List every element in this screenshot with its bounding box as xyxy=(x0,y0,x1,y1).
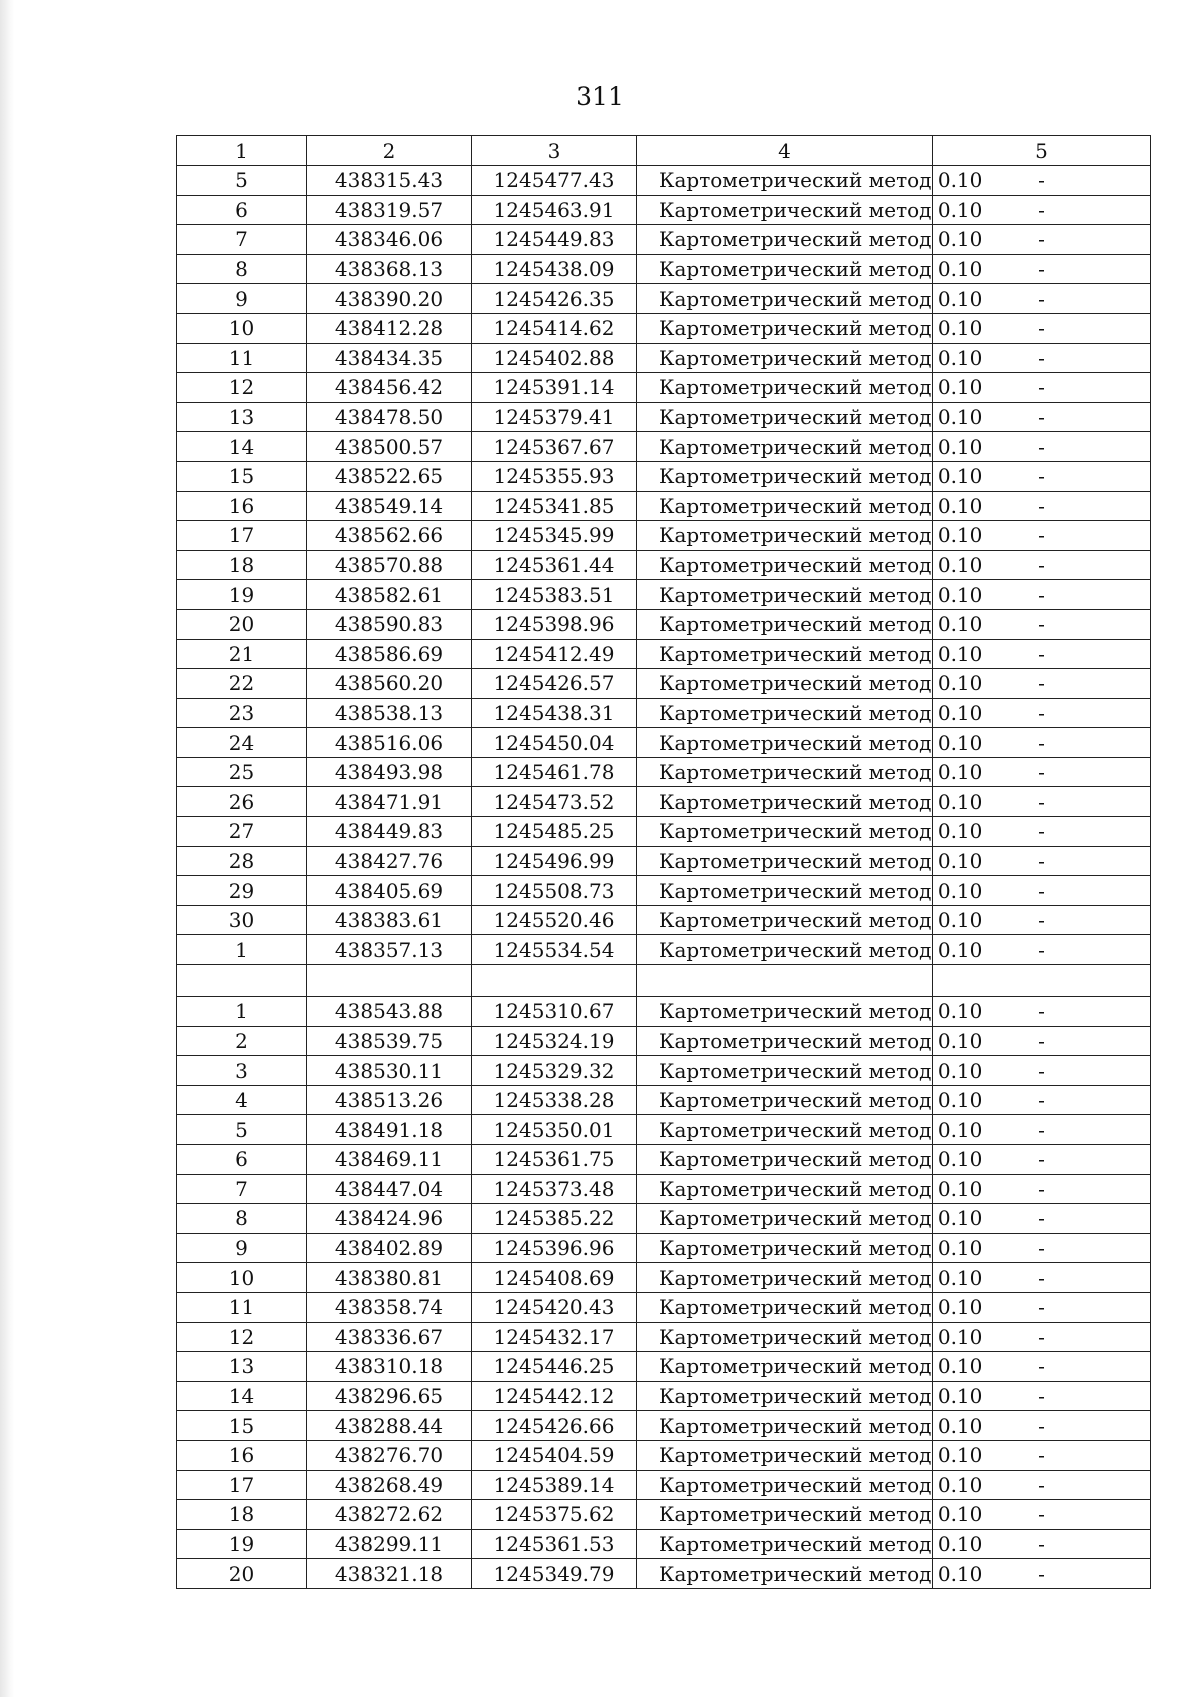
x-coordinate-cell: 438522.65 xyxy=(307,461,472,491)
point-number-cell: 23 xyxy=(177,698,307,728)
note-cell: - xyxy=(933,1440,1151,1470)
x-coordinate-cell: 438288.44 xyxy=(307,1411,472,1441)
x-coordinate-cell: 438412.28 xyxy=(307,313,472,343)
header-cell: 5 xyxy=(933,136,1151,166)
table-row xyxy=(177,402,1151,432)
point-number-cell: 1 xyxy=(177,935,307,965)
y-coordinate-cell: 1245345.99 xyxy=(472,521,637,551)
method-cell: Картометрический метод 0.10 xyxy=(637,1115,933,1145)
table-row xyxy=(177,1352,1151,1382)
point-number-cell: 22 xyxy=(177,669,307,699)
method-cell: Картометрический метод 0.10 xyxy=(637,1381,933,1411)
x-coordinate-cell: 438321.18 xyxy=(307,1559,472,1589)
y-coordinate-cell: 1245463.91 xyxy=(472,195,637,225)
header-cell: 2 xyxy=(307,136,472,166)
method-cell: Картометрический метод 0.10 xyxy=(637,609,933,639)
table-row xyxy=(177,521,1151,551)
table-row xyxy=(177,609,1151,639)
table-row xyxy=(177,284,1151,314)
note-cell: - xyxy=(933,698,1151,728)
method-cell: Картометрический метод 0.10 xyxy=(637,550,933,580)
coordinates-table-body xyxy=(177,136,1151,1589)
method-cell: Картометрический метод 0.10 xyxy=(637,343,933,373)
x-coordinate-cell: 438586.69 xyxy=(307,639,472,669)
x-coordinate-cell: 438500.57 xyxy=(307,432,472,462)
note-cell: - xyxy=(933,1352,1151,1382)
y-coordinate-cell: 1245438.09 xyxy=(472,254,637,284)
note-cell: - xyxy=(933,1470,1151,1500)
method-cell: Картометрический метод 0.10 xyxy=(637,698,933,728)
method-cell: Картометрический метод 0.10 xyxy=(637,1263,933,1293)
point-number-cell: 14 xyxy=(177,1381,307,1411)
method-cell: Картометрический метод 0.10 xyxy=(637,195,933,225)
x-coordinate-cell: 438530.11 xyxy=(307,1056,472,1086)
header-cell: 3 xyxy=(472,136,637,166)
note-cell: - xyxy=(933,757,1151,787)
table-row xyxy=(177,669,1151,699)
x-coordinate-cell: 438402.89 xyxy=(307,1233,472,1263)
point-number-cell: 20 xyxy=(177,1559,307,1589)
y-coordinate-cell: 1245398.96 xyxy=(472,609,637,639)
method-cell: Картометрический метод 0.10 xyxy=(637,580,933,610)
table-row xyxy=(177,254,1151,284)
note-cell: - xyxy=(933,432,1151,462)
x-coordinate-cell: 438590.83 xyxy=(307,609,472,639)
point-number-cell: 14 xyxy=(177,432,307,462)
note-cell: - xyxy=(933,669,1151,699)
table-row xyxy=(177,1233,1151,1263)
note-cell: - xyxy=(933,1115,1151,1145)
x-coordinate-cell: 438549.14 xyxy=(307,491,472,521)
y-coordinate-cell: 1245508.73 xyxy=(472,876,637,906)
method-cell: Картометрический метод 0.10 xyxy=(637,461,933,491)
note-cell: - xyxy=(933,195,1151,225)
y-coordinate-cell: 1245420.43 xyxy=(472,1292,637,1322)
y-coordinate-cell: 1245426.57 xyxy=(472,669,637,699)
method-cell: Картометрический метод 0.10 xyxy=(637,1233,933,1263)
page-number: 311 xyxy=(576,82,624,111)
point-number-cell: 5 xyxy=(177,1115,307,1145)
point-number-cell: 7 xyxy=(177,225,307,255)
method-cell: Картометрический метод 0.10 xyxy=(637,1085,933,1115)
x-coordinate-cell: 438310.18 xyxy=(307,1352,472,1382)
point-number-cell: 9 xyxy=(177,1233,307,1263)
table-row xyxy=(177,1204,1151,1234)
point-number-cell: 28 xyxy=(177,846,307,876)
point-number-cell: 24 xyxy=(177,728,307,758)
table-row xyxy=(177,1559,1151,1589)
y-coordinate-cell: 1245402.88 xyxy=(472,343,637,373)
point-number-cell: 16 xyxy=(177,1440,307,1470)
y-coordinate-cell: 1245408.69 xyxy=(472,1263,637,1293)
x-coordinate-cell: 438299.11 xyxy=(307,1529,472,1559)
empty-cell xyxy=(933,965,1151,997)
note-cell: - xyxy=(933,550,1151,580)
note-cell: - xyxy=(933,1145,1151,1175)
note-cell: - xyxy=(933,639,1151,669)
x-coordinate-cell: 438538.13 xyxy=(307,698,472,728)
point-number-cell: 19 xyxy=(177,1529,307,1559)
method-cell: Картометрический метод 0.10 xyxy=(637,254,933,284)
note-cell: - xyxy=(933,846,1151,876)
y-coordinate-cell: 1245473.52 xyxy=(472,787,637,817)
table-row xyxy=(177,580,1151,610)
method-cell: Картометрический метод 0.10 xyxy=(637,284,933,314)
point-number-cell: 20 xyxy=(177,609,307,639)
table-row xyxy=(177,639,1151,669)
note-cell: - xyxy=(933,787,1151,817)
y-coordinate-cell: 1245349.79 xyxy=(472,1559,637,1589)
note-cell: - xyxy=(933,1174,1151,1204)
y-coordinate-cell: 1245396.96 xyxy=(472,1233,637,1263)
note-cell: - xyxy=(933,817,1151,847)
y-coordinate-cell: 1245534.54 xyxy=(472,935,637,965)
table-row xyxy=(177,997,1151,1027)
method-cell: Картометрический метод 0.10 xyxy=(637,669,933,699)
x-coordinate-cell: 438319.57 xyxy=(307,195,472,225)
note-cell: - xyxy=(933,1026,1151,1056)
y-coordinate-cell: 1245355.93 xyxy=(472,461,637,491)
table-row xyxy=(177,757,1151,787)
table-row xyxy=(177,1292,1151,1322)
y-coordinate-cell: 1245329.32 xyxy=(472,1056,637,1086)
y-coordinate-cell: 1245361.44 xyxy=(472,550,637,580)
method-cell: Картометрический метод 0.10 xyxy=(637,373,933,403)
table-row xyxy=(177,461,1151,491)
y-coordinate-cell: 1245461.78 xyxy=(472,757,637,787)
x-coordinate-cell: 438405.69 xyxy=(307,876,472,906)
table-row xyxy=(177,876,1151,906)
method-cell: Картометрический метод 0.10 xyxy=(637,639,933,669)
x-coordinate-cell: 438471.91 xyxy=(307,787,472,817)
empty-cell xyxy=(472,965,637,997)
y-coordinate-cell: 1245450.04 xyxy=(472,728,637,758)
y-coordinate-cell: 1245341.85 xyxy=(472,491,637,521)
y-coordinate-cell: 1245426.35 xyxy=(472,284,637,314)
note-cell: - xyxy=(933,609,1151,639)
method-cell: Картометрический метод 0.10 xyxy=(637,1292,933,1322)
point-number-cell: 26 xyxy=(177,787,307,817)
note-cell: - xyxy=(933,1381,1151,1411)
x-coordinate-cell: 438380.81 xyxy=(307,1263,472,1293)
note-cell: - xyxy=(933,284,1151,314)
point-number-cell: 17 xyxy=(177,1470,307,1500)
note-cell: - xyxy=(933,461,1151,491)
point-number-cell: 16 xyxy=(177,491,307,521)
y-coordinate-cell: 1245367.67 xyxy=(472,432,637,462)
method-cell: Картометрический метод 0.10 xyxy=(637,1056,933,1086)
table-row xyxy=(177,1085,1151,1115)
table-header-row xyxy=(177,136,1151,166)
empty-cell xyxy=(307,965,472,997)
table-row xyxy=(177,817,1151,847)
table-row xyxy=(177,432,1151,462)
y-coordinate-cell: 1245477.43 xyxy=(472,166,637,196)
table-row xyxy=(177,343,1151,373)
y-coordinate-cell: 1245520.46 xyxy=(472,905,637,935)
point-number-cell: 6 xyxy=(177,195,307,225)
y-coordinate-cell: 1245383.51 xyxy=(472,580,637,610)
y-coordinate-cell: 1245391.14 xyxy=(472,373,637,403)
x-coordinate-cell: 438582.61 xyxy=(307,580,472,610)
method-cell: Картометрический метод 0.10 xyxy=(637,728,933,758)
point-number-cell: 12 xyxy=(177,1322,307,1352)
note-cell: - xyxy=(933,1529,1151,1559)
point-number-cell: 18 xyxy=(177,1500,307,1530)
y-coordinate-cell: 1245379.41 xyxy=(472,402,637,432)
table-row xyxy=(177,225,1151,255)
point-number-cell: 11 xyxy=(177,343,307,373)
note-cell: - xyxy=(933,1322,1151,1352)
method-cell: Картометрический метод 0.10 xyxy=(637,846,933,876)
note-cell: - xyxy=(933,1263,1151,1293)
method-cell: Картометрический метод 0.10 xyxy=(637,1026,933,1056)
method-cell: Картометрический метод 0.10 xyxy=(637,1411,933,1441)
header-cell: 4 xyxy=(637,136,933,166)
y-coordinate-cell: 1245361.75 xyxy=(472,1145,637,1175)
y-coordinate-cell: 1245449.83 xyxy=(472,225,637,255)
x-coordinate-cell: 438336.67 xyxy=(307,1322,472,1352)
table-row xyxy=(177,935,1151,965)
table-row xyxy=(177,1263,1151,1293)
y-coordinate-cell: 1245373.48 xyxy=(472,1174,637,1204)
x-coordinate-cell: 438543.88 xyxy=(307,997,472,1027)
table-row xyxy=(177,698,1151,728)
note-cell: - xyxy=(933,905,1151,935)
table-row xyxy=(177,550,1151,580)
x-coordinate-cell: 438296.65 xyxy=(307,1381,472,1411)
y-coordinate-cell: 1245412.49 xyxy=(472,639,637,669)
y-coordinate-cell: 1245438.31 xyxy=(472,698,637,728)
method-cell: Картометрический метод 0.10 xyxy=(637,997,933,1027)
method-cell: Картометрический метод 0.10 xyxy=(637,1174,933,1204)
table-row xyxy=(177,728,1151,758)
point-number-cell: 15 xyxy=(177,1411,307,1441)
point-number-cell: 18 xyxy=(177,550,307,580)
method-cell: Картометрический метод 0.10 xyxy=(637,225,933,255)
x-coordinate-cell: 438383.61 xyxy=(307,905,472,935)
x-coordinate-cell: 438434.35 xyxy=(307,343,472,373)
x-coordinate-cell: 438449.83 xyxy=(307,817,472,847)
point-number-cell: 3 xyxy=(177,1056,307,1086)
method-cell: Картометрический метод 0.10 xyxy=(637,1145,933,1175)
x-coordinate-cell: 438276.70 xyxy=(307,1440,472,1470)
method-cell: Картометрический метод 0.10 xyxy=(637,313,933,343)
point-number-cell: 11 xyxy=(177,1292,307,1322)
x-coordinate-cell: 438358.74 xyxy=(307,1292,472,1322)
note-cell: - xyxy=(933,402,1151,432)
table-row xyxy=(177,1440,1151,1470)
note-cell: - xyxy=(933,1411,1151,1441)
note-cell: - xyxy=(933,343,1151,373)
x-coordinate-cell: 438447.04 xyxy=(307,1174,472,1204)
table-row xyxy=(177,1174,1151,1204)
point-number-cell: 2 xyxy=(177,1026,307,1056)
y-coordinate-cell: 1245442.12 xyxy=(472,1381,637,1411)
table-row xyxy=(177,195,1151,225)
note-cell: - xyxy=(933,1056,1151,1086)
point-number-cell: 19 xyxy=(177,580,307,610)
table-row xyxy=(177,1056,1151,1086)
y-coordinate-cell: 1245446.25 xyxy=(472,1352,637,1382)
point-number-cell: 8 xyxy=(177,254,307,284)
point-number-cell: 13 xyxy=(177,1352,307,1382)
method-cell: Картометрический метод 0.10 xyxy=(637,817,933,847)
x-coordinate-cell: 438357.13 xyxy=(307,935,472,965)
empty-cell xyxy=(637,965,933,997)
method-cell: Картометрический метод 0.10 xyxy=(637,876,933,906)
table-row xyxy=(177,1470,1151,1500)
table-row xyxy=(177,1145,1151,1175)
y-coordinate-cell: 1245310.67 xyxy=(472,997,637,1027)
method-cell: Картометрический метод 0.10 xyxy=(637,1204,933,1234)
y-coordinate-cell: 1245404.59 xyxy=(472,1440,637,1470)
table-row xyxy=(177,846,1151,876)
x-coordinate-cell: 438560.20 xyxy=(307,669,472,699)
x-coordinate-cell: 438272.62 xyxy=(307,1500,472,1530)
x-coordinate-cell: 438456.42 xyxy=(307,373,472,403)
note-cell: - xyxy=(933,1292,1151,1322)
table-row xyxy=(177,1026,1151,1056)
table-row xyxy=(177,1115,1151,1145)
coordinates-table xyxy=(176,135,1151,1589)
table-row xyxy=(177,313,1151,343)
y-coordinate-cell: 1245375.62 xyxy=(472,1500,637,1530)
method-cell: Картометрический метод 0.10 xyxy=(637,757,933,787)
method-cell: Картометрический метод 0.10 xyxy=(637,1352,933,1382)
table-row xyxy=(177,166,1151,196)
y-coordinate-cell: 1245385.22 xyxy=(472,1204,637,1234)
point-number-cell: 1 xyxy=(177,997,307,1027)
point-number-cell: 12 xyxy=(177,373,307,403)
method-cell: Картометрический метод 0.10 xyxy=(637,787,933,817)
x-coordinate-cell: 438562.66 xyxy=(307,521,472,551)
point-number-cell: 10 xyxy=(177,1263,307,1293)
x-coordinate-cell: 438570.88 xyxy=(307,550,472,580)
x-coordinate-cell: 438516.06 xyxy=(307,728,472,758)
method-cell: Картометрический метод 0.10 xyxy=(637,166,933,196)
note-cell: - xyxy=(933,313,1151,343)
note-cell: - xyxy=(933,1233,1151,1263)
y-coordinate-cell: 1245338.28 xyxy=(472,1085,637,1115)
method-cell: Картометрический метод 0.10 xyxy=(637,935,933,965)
note-cell: - xyxy=(933,876,1151,906)
note-cell: - xyxy=(933,1085,1151,1115)
y-coordinate-cell: 1245426.66 xyxy=(472,1411,637,1441)
point-number-cell: 27 xyxy=(177,817,307,847)
table-row xyxy=(177,1322,1151,1352)
note-cell: - xyxy=(933,491,1151,521)
x-coordinate-cell: 438268.49 xyxy=(307,1470,472,1500)
point-number-cell: 30 xyxy=(177,905,307,935)
point-number-cell: 5 xyxy=(177,166,307,196)
x-coordinate-cell: 438478.50 xyxy=(307,402,472,432)
table-row xyxy=(177,373,1151,403)
note-cell: - xyxy=(933,1559,1151,1589)
method-cell: Картометрический метод 0.10 xyxy=(637,1470,933,1500)
table-row xyxy=(177,905,1151,935)
table-row xyxy=(177,1529,1151,1559)
note-cell: - xyxy=(933,521,1151,551)
method-cell: Картометрический метод 0.10 xyxy=(637,521,933,551)
y-coordinate-cell: 1245350.01 xyxy=(472,1115,637,1145)
x-coordinate-cell: 438491.18 xyxy=(307,1115,472,1145)
x-coordinate-cell: 438346.06 xyxy=(307,225,472,255)
method-cell: Картометрический метод 0.10 xyxy=(637,905,933,935)
y-coordinate-cell: 1245361.53 xyxy=(472,1529,637,1559)
x-coordinate-cell: 438424.96 xyxy=(307,1204,472,1234)
note-cell: - xyxy=(933,1204,1151,1234)
y-coordinate-cell: 1245389.14 xyxy=(472,1470,637,1500)
method-cell: Картометрический метод 0.10 xyxy=(637,491,933,521)
point-number-cell: 13 xyxy=(177,402,307,432)
method-cell: Картометрический метод 0.10 xyxy=(637,1440,933,1470)
point-number-cell: 10 xyxy=(177,313,307,343)
note-cell: - xyxy=(933,997,1151,1027)
y-coordinate-cell: 1245432.17 xyxy=(472,1322,637,1352)
x-coordinate-cell: 438539.75 xyxy=(307,1026,472,1056)
y-coordinate-cell: 1245324.19 xyxy=(472,1026,637,1056)
point-number-cell: 21 xyxy=(177,639,307,669)
method-cell: Картометрический метод 0.10 xyxy=(637,432,933,462)
table-row xyxy=(177,491,1151,521)
x-coordinate-cell: 438469.11 xyxy=(307,1145,472,1175)
table-row xyxy=(177,1411,1151,1441)
section-separator-row xyxy=(177,965,1151,997)
x-coordinate-cell: 438427.76 xyxy=(307,846,472,876)
method-cell: Картометрический метод 0.10 xyxy=(637,402,933,432)
x-coordinate-cell: 438513.26 xyxy=(307,1085,472,1115)
note-cell: - xyxy=(933,935,1151,965)
table-row xyxy=(177,1381,1151,1411)
note-cell: - xyxy=(933,225,1151,255)
point-number-cell: 29 xyxy=(177,876,307,906)
method-cell: Картометрический метод 0.10 xyxy=(637,1322,933,1352)
y-coordinate-cell: 1245496.99 xyxy=(472,846,637,876)
point-number-cell: 4 xyxy=(177,1085,307,1115)
y-coordinate-cell: 1245414.62 xyxy=(472,313,637,343)
y-coordinate-cell: 1245485.25 xyxy=(472,817,637,847)
note-cell: - xyxy=(933,728,1151,758)
table-row xyxy=(177,787,1151,817)
note-cell: - xyxy=(933,580,1151,610)
x-coordinate-cell: 438315.43 xyxy=(307,166,472,196)
method-cell: Картометрический метод 0.10 xyxy=(637,1559,933,1589)
empty-cell xyxy=(177,965,307,997)
x-coordinate-cell: 438493.98 xyxy=(307,757,472,787)
note-cell: - xyxy=(933,254,1151,284)
scan-shadow-edge xyxy=(0,0,14,1697)
point-number-cell: 6 xyxy=(177,1145,307,1175)
point-number-cell: 9 xyxy=(177,284,307,314)
method-cell: Картометрический метод 0.10 xyxy=(637,1500,933,1530)
note-cell: - xyxy=(933,373,1151,403)
point-number-cell: 25 xyxy=(177,757,307,787)
note-cell: - xyxy=(933,1500,1151,1530)
note-cell: - xyxy=(933,166,1151,196)
header-cell: 1 xyxy=(177,136,307,166)
point-number-cell: 15 xyxy=(177,461,307,491)
point-number-cell: 17 xyxy=(177,521,307,551)
point-number-cell: 7 xyxy=(177,1174,307,1204)
x-coordinate-cell: 438390.20 xyxy=(307,284,472,314)
table-row xyxy=(177,1500,1151,1530)
method-cell: Картометрический метод 0.10 xyxy=(637,1529,933,1559)
point-number-cell: 8 xyxy=(177,1204,307,1234)
x-coordinate-cell: 438368.13 xyxy=(307,254,472,284)
